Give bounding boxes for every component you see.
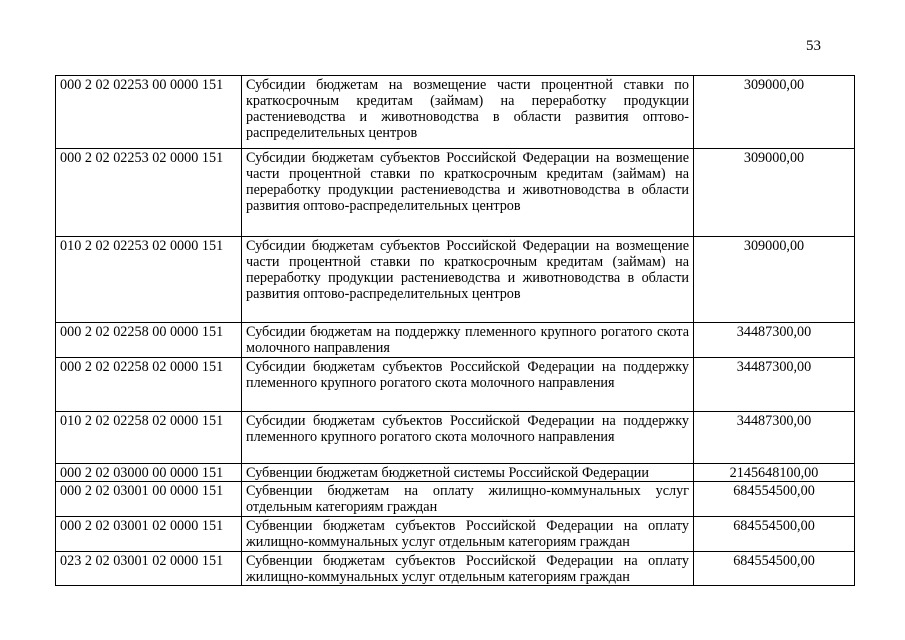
- budget-amount: 309000,00: [694, 149, 855, 237]
- budget-amount: 309000,00: [694, 237, 855, 323]
- budget-description: Субсидии бюджетам субъектов Российской Федерации на поддержку племенного крупного рогатого скота молочного направления: [242, 358, 694, 412]
- budget-description: Субсидии бюджетам субъектов Российской Федерации на возмещение части процентной ставки по краткосрочным кредитам (займам) на переработку продукции растениеводства и животноводства в области развития оптово-распределительных центров: [242, 237, 694, 323]
- budget-code: 023 2 02 03001 02 0000 151: [56, 552, 242, 586]
- budget-code: 000 2 02 03000 00 0000 151: [56, 464, 242, 482]
- budget-code: 000 2 02 03001 02 0000 151: [56, 517, 242, 552]
- budget-description: Субсидии бюджетам субъектов Российской Федерации на возмещение части процентной ставки по краткосрочным кредитам (займам) на переработку продукции растениеводства и животноводства в области развития оптово-распределительных центров: [242, 149, 694, 237]
- page-number: 53: [806, 38, 821, 54]
- budget-code: 000 2 02 02253 00 0000 151: [56, 76, 242, 149]
- budget-code: 000 2 02 02253 02 0000 151: [56, 149, 242, 237]
- budget-amount: 684554500,00: [694, 482, 855, 517]
- table-row: [56, 552, 855, 586]
- budget-description: Субсидии бюджетам на поддержку племенного крупного рогатого скота молочного направления: [242, 323, 694, 358]
- table-row: [56, 412, 855, 464]
- table-row: [56, 464, 855, 482]
- budget-code: 000 2 02 03001 00 0000 151: [56, 482, 242, 517]
- table-row: [56, 323, 855, 358]
- budget-amount: 34487300,00: [694, 323, 855, 358]
- budget-amount: 309000,00: [694, 76, 855, 149]
- table-row: [56, 517, 855, 552]
- budget-amount: 34487300,00: [694, 412, 855, 464]
- table-row: [56, 482, 855, 517]
- budget-description: Субвенции бюджетам субъектов Российской Федерации на оплату жилищно-коммунальных услуг отдельным категориям граждан: [242, 552, 694, 586]
- budget-code: 010 2 02 02258 02 0000 151: [56, 412, 242, 464]
- budget-amount: 684554500,00: [694, 517, 855, 552]
- budget-code: 010 2 02 02253 02 0000 151: [56, 237, 242, 323]
- budget-description: Субсидии бюджетам на возмещение части процентной ставки по краткосрочным кредитам (займам) на переработку продукции растениеводства и животноводства в области развития оптово-распределительных центров: [242, 76, 694, 149]
- budget-description: Субвенции бюджетам бюджетной системы Российской Федерации: [242, 464, 694, 482]
- budget-description: Субвенции бюджетам на оплату жилищно-коммунальных услуг отдельным категориям граждан: [242, 482, 694, 517]
- budget-amount: 34487300,00: [694, 358, 855, 412]
- table-row: [56, 149, 855, 237]
- table-row: [56, 358, 855, 412]
- budget-amount: 2145648100,00: [694, 464, 855, 482]
- budget-code: 000 2 02 02258 02 0000 151: [56, 358, 242, 412]
- budget-table: [55, 75, 855, 586]
- table-row: [56, 237, 855, 323]
- budget-description: Субсидии бюджетам субъектов Российской Федерации на поддержку племенного крупного рогатого скота молочного направления: [242, 412, 694, 464]
- budget-code: 000 2 02 02258 00 0000 151: [56, 323, 242, 358]
- budget-description: Субвенции бюджетам субъектов Российской Федерации на оплату жилищно-коммунальных услуг отдельным категориям граждан: [242, 517, 694, 552]
- table-row: [56, 76, 855, 149]
- budget-amount: 684554500,00: [694, 552, 855, 586]
